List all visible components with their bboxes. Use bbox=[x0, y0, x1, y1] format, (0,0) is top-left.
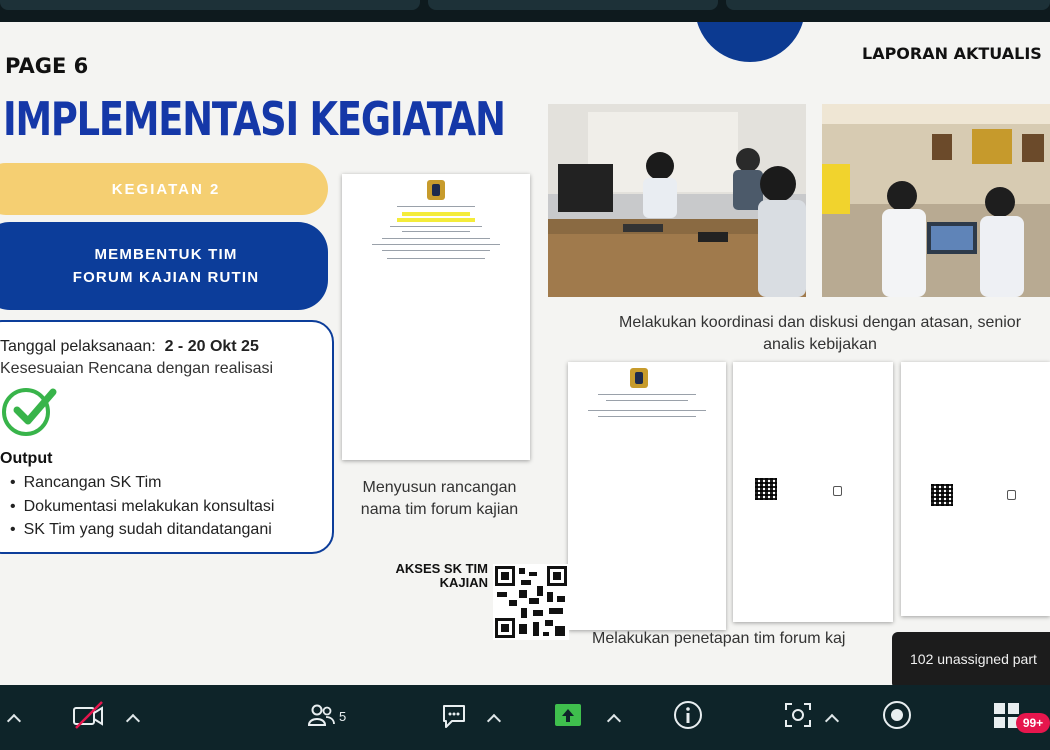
participants-icon[interactable] bbox=[307, 703, 335, 734]
establishment-document-image-1 bbox=[568, 362, 726, 630]
activity-title-line1: MEMBENTUK TIM bbox=[94, 246, 238, 263]
coordination-photo-2 bbox=[822, 104, 1050, 297]
activity-title-pill bbox=[0, 222, 328, 310]
coordination-photo-1 bbox=[548, 104, 806, 297]
date-label: Tanggal pelaksanaan: bbox=[0, 338, 156, 355]
activity-pill bbox=[0, 163, 328, 215]
date-row bbox=[0, 338, 259, 356]
qr-code bbox=[493, 564, 569, 640]
draft-document-image bbox=[342, 174, 530, 460]
info-icon[interactable] bbox=[673, 700, 703, 735]
output-list bbox=[10, 471, 274, 542]
output-label: Output bbox=[0, 450, 53, 467]
activity-pill-label: KEGIATAN 2 bbox=[111, 180, 221, 198]
plan-match: Kesesuaian Rencana dengan realisasi bbox=[0, 360, 274, 377]
chat-icon[interactable] bbox=[440, 702, 468, 735]
participants-count: 5 bbox=[339, 709, 347, 724]
video-strip bbox=[0, 0, 1050, 22]
date-value: 2 - 20 Okt 25 bbox=[164, 338, 259, 355]
page-label: PAGE 6 bbox=[5, 54, 89, 78]
caption-draft: Menyusun rancangan nama tim forum kajian bbox=[360, 479, 519, 518]
chevron-up-icon[interactable] bbox=[7, 714, 21, 728]
share-screen-icon[interactable] bbox=[554, 703, 582, 734]
caption-coordination: Melakukan koordinasi dan diskusi dengan atasan, senior analis kebijakan bbox=[618, 314, 1022, 353]
chevron-up-icon[interactable] bbox=[126, 714, 140, 728]
decorative-circle bbox=[695, 22, 805, 62]
report-title: LAPORAN AKTUALIS bbox=[862, 44, 1042, 63]
chevron-up-icon[interactable] bbox=[825, 714, 839, 728]
apps-badge: 99+ bbox=[1016, 713, 1050, 733]
output-item: • Rancangan SK Tim bbox=[10, 471, 274, 495]
caption-establish: Melakukan penetapan tim forum kaj bbox=[592, 630, 846, 647]
establishment-document-image-3 bbox=[901, 362, 1050, 616]
camera-off-icon[interactable] bbox=[72, 700, 106, 735]
reactions-icon[interactable] bbox=[783, 700, 813, 735]
output-item: • Dokumentasi melakukan konsultasi bbox=[10, 495, 274, 519]
activity-title-line2: FORUM KAJIAN RUTIN bbox=[72, 269, 260, 286]
chevron-up-icon[interactable] bbox=[487, 714, 501, 728]
shared-slide bbox=[0, 22, 1050, 685]
meeting-toolbar bbox=[0, 685, 1050, 750]
output-item: • SK Tim yang sudah ditandatangani bbox=[10, 518, 274, 542]
notification-toast[interactable] bbox=[892, 632, 1050, 689]
access-label-line2: KAJIAN bbox=[439, 575, 488, 590]
check-icon bbox=[2, 388, 50, 436]
chevron-up-icon[interactable] bbox=[607, 714, 621, 728]
access-label-line1: AKSES SK TIM bbox=[395, 561, 488, 576]
access-label bbox=[388, 562, 488, 590]
record-icon[interactable] bbox=[882, 700, 912, 735]
establishment-document-image-2 bbox=[733, 362, 893, 622]
main-title: IMPLEMENTASI KEGIATAN bbox=[3, 92, 505, 146]
notification-text: 102 unassigned part bbox=[910, 651, 1037, 667]
